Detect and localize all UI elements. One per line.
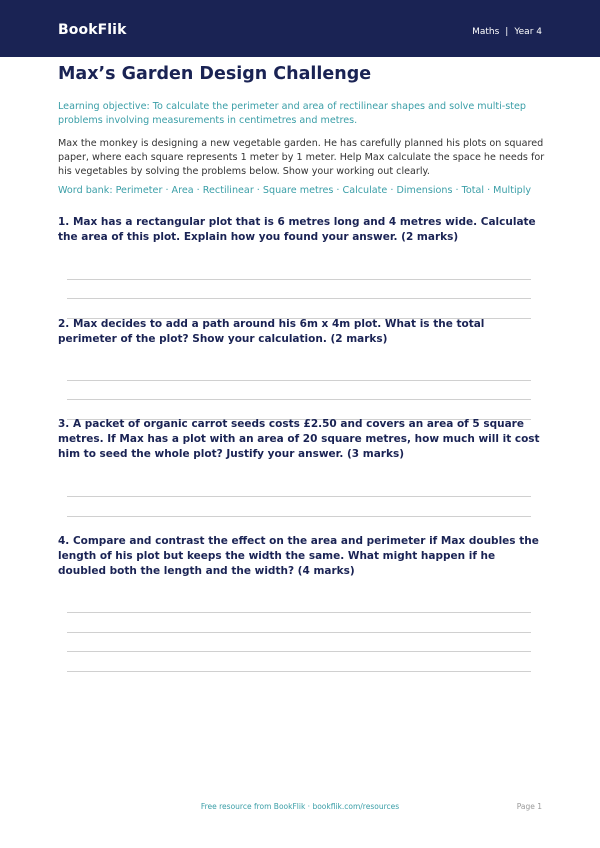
answer-line[interactable] [67,651,531,652]
question-1: 1. Max has a rectangular plot that is 6 metres long and 4 metres wide. Calculate the area of this plot. Explain how you found your answer. (2 marks) [58,216,536,243]
answer-line[interactable] [67,380,531,381]
question-3: 3. A packet of organic carrot seeds costs £2.50 and covers an area of 5 square metres. If Max has a plot with an area of 20 square metres, how much will it cost him to seed the whole plot? Justify your answer. (3 marks) [58,418,540,460]
answer-line[interactable] [67,612,531,613]
learning-objective: Learning objective: To calculate the perimeter and area of rectilinear shapes and solve multi-step problems involving measurements in centimetres and metres. [58,101,527,126]
intro-paragraph: Max the monkey is designing a new vegetable garden. He has carefully planned his plots on squared paper, where each square represents 1 meter by 1 meter. Help Max calculate the space he needs for his vegetables by solving the problems below. Show your working out clearly. [58,138,545,177]
meta-separator: | [505,27,509,37]
answer-line[interactable] [67,298,531,299]
year-label: Year 4 [514,27,542,37]
question-2: 2. Max decides to add a path around his 6m x 4m plot. What is the total perimeter of the plot? Show your calculation. (2 marks) [58,318,485,345]
subject-label: Maths [472,27,500,37]
answer-line[interactable] [67,516,531,517]
question-4: 4. Compare and contrast the effect on the area and perimeter if Max doubles the length of his plot but keeps the width the same. What might happen if he doubled both the length and the width? (4 marks) [58,535,539,577]
answer-line[interactable] [67,279,531,280]
answer-line[interactable] [67,632,531,633]
answer-line[interactable] [67,399,531,400]
subject-year-label [472,27,542,37]
footer-credit: Free resource from BookFlik · bookflik.com/resources [200,802,400,811]
brand-logo: BookFlik [58,22,127,38]
answer-line[interactable] [67,671,531,672]
word-bank: Word bank: Perimeter · Area · Rectilinear · Square metres · Calculate · Dimensions · Total · Multiply [58,185,532,196]
answer-line[interactable] [67,496,531,497]
worksheet-title: Max’s Garden Design Challenge [58,64,372,84]
page-number: Page 1 [516,802,542,811]
page-header [0,0,600,57]
